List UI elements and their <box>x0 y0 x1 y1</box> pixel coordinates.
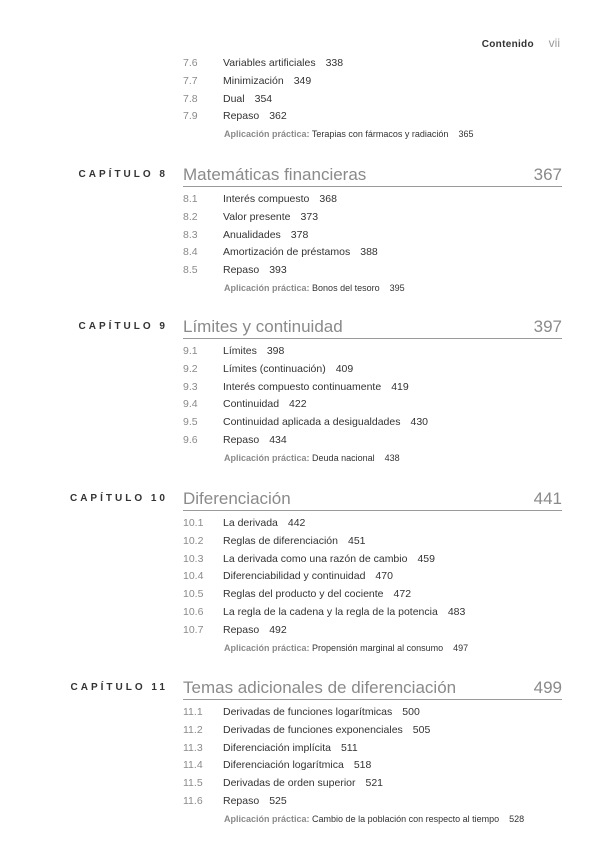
entry-number: 8.5 <box>183 264 198 277</box>
entry-number: 7.6 <box>183 57 198 69</box>
application-title: Bonos del tesoro <box>312 282 380 293</box>
entry-number: 9.2 <box>183 362 198 375</box>
practical-application <box>0 811 600 829</box>
practical-application <box>0 450 600 468</box>
entry-number: 11.1 <box>183 706 203 718</box>
entry-title: Repaso <box>223 433 260 446</box>
toc-entry <box>0 91 600 109</box>
entry-number: 10.1 <box>183 517 204 529</box>
entry-page: 430 <box>410 416 429 429</box>
chapter-11 <box>0 678 600 829</box>
entry-page: 362 <box>269 110 287 123</box>
application-page: 438 <box>384 452 400 463</box>
toc-entry <box>0 379 600 397</box>
toc-entry <box>0 704 600 722</box>
entry-title: Límites <box>223 345 257 357</box>
entry-title: Continuidad aplicada a desigualdades <box>223 416 401 429</box>
entry-number: 8.4 <box>183 246 198 259</box>
chapter-label: CAPÍTULO 9 <box>78 321 168 332</box>
chapter-page: 397 <box>533 317 562 336</box>
chapter-9 <box>0 317 600 468</box>
entry-number: 8.2 <box>183 210 198 223</box>
header-page-number: vii <box>548 36 560 50</box>
entry-title: Repaso <box>223 623 260 636</box>
entry-page: 388 <box>360 246 378 259</box>
toc-entry <box>0 432 600 450</box>
entry-number: 10.5 <box>183 588 204 601</box>
toc-entry <box>0 262 600 280</box>
entry-number: 9.5 <box>183 416 198 429</box>
chapter-label: CAPÍTULO 8 <box>78 169 168 180</box>
entry-title: Diferenciabilidad y continuidad <box>223 570 366 583</box>
entry-title: Repaso <box>223 264 260 277</box>
toc-entry <box>0 586 600 604</box>
chapter-label: CAPÍTULO 11 <box>70 682 168 693</box>
chapter-rule <box>183 186 562 187</box>
entry-page: 451 <box>348 534 366 547</box>
chapter-page: 499 <box>533 678 562 697</box>
chapter-page: 441 <box>533 489 562 508</box>
toc-entry <box>0 414 600 432</box>
entry-title: Derivadas de funciones logarítmicas <box>223 706 393 718</box>
chapter-title: Temas adicionales de diferenciación <box>183 678 457 697</box>
toc-entry <box>0 515 600 533</box>
chapter-title: Límites y continuidad <box>183 317 343 336</box>
entry-page: 492 <box>269 623 287 636</box>
chapter-7-continued <box>0 55 600 144</box>
entry-title: Repaso <box>223 110 260 123</box>
header-title: Contenido <box>481 39 534 50</box>
toc-entry <box>0 209 600 227</box>
entry-number: 11.2 <box>183 723 203 736</box>
entry-page: 338 <box>325 57 344 69</box>
entry-title: Diferenciación implícita <box>223 741 331 754</box>
chapter-10 <box>0 489 600 658</box>
toc-entry <box>0 757 600 775</box>
entry-title: Variables artificiales <box>223 57 316 69</box>
entry-number: 9.3 <box>183 380 198 393</box>
entry-page: 500 <box>402 706 420 718</box>
entry-title: Límites (continuación) <box>223 362 326 375</box>
entry-page: 354 <box>254 92 273 105</box>
application-label: Aplicación práctica: <box>224 129 310 140</box>
application-label: Aplicación práctica: <box>224 813 310 824</box>
entry-number: 8.3 <box>183 228 198 241</box>
entry-number: 10.7 <box>183 623 204 636</box>
application-title: Terapias con fármacos y radiación <box>311 129 449 140</box>
chapter-rule <box>183 338 562 339</box>
entry-title: Derivadas de funciones exponenciales <box>223 723 403 736</box>
entry-page: 393 <box>269 264 287 277</box>
entry-title: La regla de la cadena y la regla de la potencia <box>223 605 438 618</box>
chapter-label: CAPÍTULO 10 <box>69 493 168 504</box>
chapter-page: 367 <box>533 165 562 184</box>
chapter-title: Diferenciación <box>183 489 291 508</box>
entry-title: Repaso <box>223 794 260 807</box>
entry-page: 505 <box>412 723 431 736</box>
chapter-8 <box>0 165 600 298</box>
entry-number: 10.6 <box>183 605 204 618</box>
entry-title: Reglas del producto y del cociente <box>223 588 384 601</box>
toc-entry <box>0 361 600 379</box>
entry-page: 459 <box>417 552 435 565</box>
toc-entry <box>0 722 600 740</box>
page-header <box>482 36 560 50</box>
entry-page: 373 <box>300 210 319 223</box>
entry-page: 525 <box>269 794 287 807</box>
entry-title: La derivada <box>223 517 278 529</box>
application-title: Deuda nacional <box>312 452 375 463</box>
toc-entry <box>0 191 600 209</box>
chapter-rule <box>183 510 562 511</box>
entry-page: 422 <box>289 398 307 411</box>
toc-entry <box>0 343 600 361</box>
entry-number: 9.1 <box>183 345 198 357</box>
entry-page: 511 <box>340 741 358 754</box>
entry-page: 470 <box>375 570 393 583</box>
toc-entry <box>0 533 600 551</box>
entry-page: 378 <box>290 228 309 241</box>
entry-title: Amortización de préstamos <box>223 246 351 259</box>
toc-entry <box>0 244 600 262</box>
entry-number: 11.5 <box>183 777 203 790</box>
entry-title: Valor presente <box>223 210 291 223</box>
toc-entry <box>0 604 600 622</box>
chapter-title: Matemáticas financieras <box>183 165 367 184</box>
entry-number: 7.9 <box>183 110 198 123</box>
toc-entry <box>0 793 600 811</box>
entry-title: Diferenciación logarítmica <box>223 759 344 772</box>
entry-page: 472 <box>393 588 412 601</box>
toc-entry <box>0 740 600 758</box>
application-title: Cambio de la población con respecto al tiempo <box>312 813 500 824</box>
entry-title: Interés compuesto <box>223 193 310 205</box>
entry-page: 368 <box>319 193 337 205</box>
application-label: Aplicación práctica: <box>224 452 310 463</box>
entry-title: Anualidades <box>223 228 281 241</box>
toc-entry <box>0 227 600 245</box>
entry-page: 521 <box>365 777 384 790</box>
entry-title: La derivada como una razón de cambio <box>223 552 408 565</box>
entry-page: 419 <box>391 380 409 393</box>
application-page: 497 <box>453 642 469 653</box>
toc-entry <box>0 108 600 126</box>
practical-application <box>0 126 600 144</box>
entry-number: 10.3 <box>183 552 204 565</box>
entry-number: 7.7 <box>183 74 198 87</box>
entry-title: Dual <box>223 92 245 105</box>
toc-entry <box>0 568 600 586</box>
toc-entry <box>0 396 600 414</box>
entry-number: 11.4 <box>183 759 203 772</box>
chapter-rule <box>183 699 562 700</box>
entry-page: 442 <box>287 517 306 529</box>
entry-page: 434 <box>269 433 287 446</box>
practical-application <box>0 640 600 658</box>
application-label: Aplicación práctica: <box>224 282 310 293</box>
application-page: 395 <box>389 282 405 293</box>
toc-entry <box>0 73 600 91</box>
entry-title: Minimización <box>223 74 284 87</box>
toc-entry <box>0 622 600 640</box>
entry-number: 8.1 <box>183 193 198 205</box>
entry-page: 349 <box>293 74 312 87</box>
application-page: 365 <box>458 129 474 140</box>
entry-title: Reglas de diferenciación <box>223 534 338 547</box>
entry-number: 11.6 <box>183 794 203 807</box>
entry-title: Continuidad <box>223 398 280 411</box>
entry-title: Interés compuesto continuamente <box>223 380 382 393</box>
entry-page: 398 <box>266 345 285 357</box>
practical-application <box>0 280 600 298</box>
application-title: Propensión marginal al consumo <box>312 642 444 653</box>
entry-page: 483 <box>447 605 466 618</box>
entry-number: 10.2 <box>183 534 204 547</box>
toc-entry <box>0 551 600 569</box>
entry-number: 7.8 <box>183 92 198 105</box>
application-label: Aplicación práctica: <box>224 642 310 653</box>
entry-page: 518 <box>353 759 372 772</box>
entry-number: 10.4 <box>183 570 204 583</box>
entry-number: 11.3 <box>183 741 203 754</box>
entry-number: 9.4 <box>183 398 198 411</box>
application-page: 528 <box>509 813 525 824</box>
entry-title: Derivadas de orden superior <box>223 777 356 790</box>
entry-page: 409 <box>335 362 354 375</box>
toc-entry <box>0 55 600 73</box>
toc-entry <box>0 775 600 793</box>
entry-number: 9.6 <box>183 433 198 446</box>
